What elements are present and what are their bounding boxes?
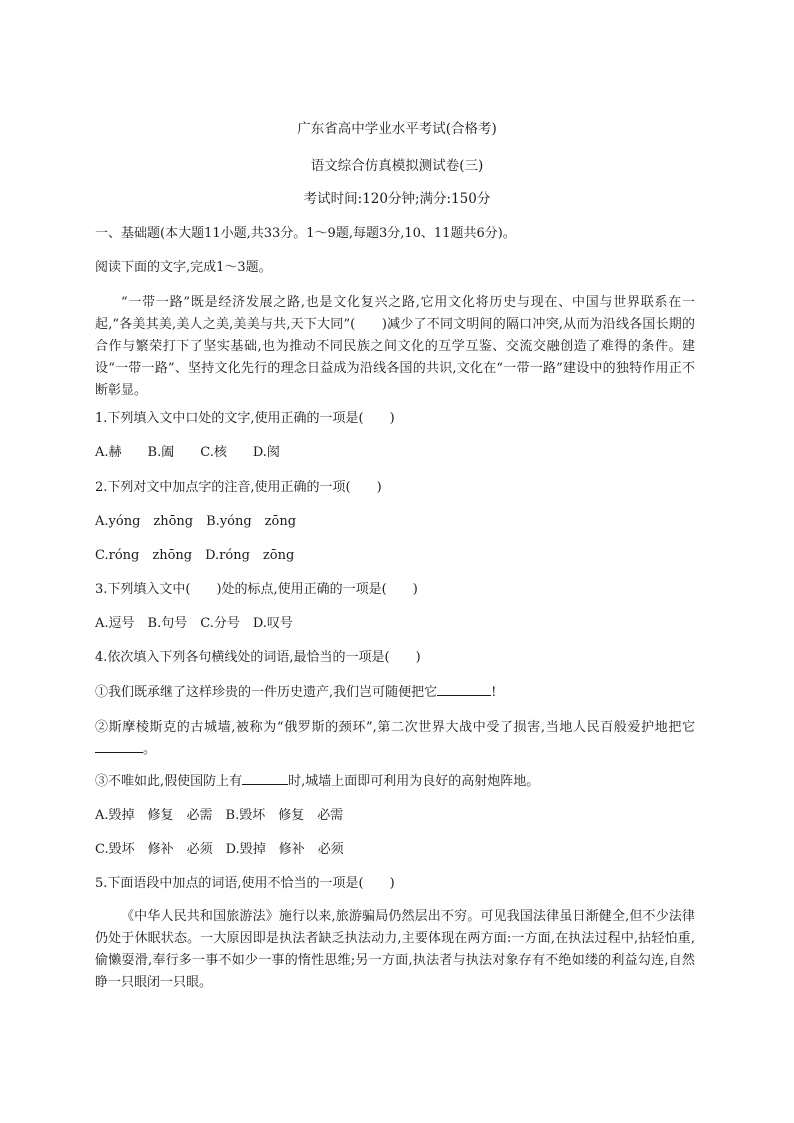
question-4-sentence-1 xyxy=(95,683,695,702)
reading-passage: “一带一路”既是经济发展之路,也是文化复兴之路,它用文化将历史与现在、中国与世界联系在一起,“各美其美,美人之美,美美与共,天下大同”( )减少了不同文明间的隔口冲突,从而为沿线各国长期的合作与繁荣打下了坚实基础,也为推动不同民族之间文化的互学互鉴、交流交融创造了难得的条件。建设“一带一路”、坚持文化先行的理念日益成为沿线各国的共识,文化在“一带一路”建设中的独特作用正不断彰显。 xyxy=(95,295,695,398)
question-2-stem: 2.下列对文中加点字的注音,使用正确的一项( ) xyxy=(95,480,382,495)
section-heading: 一、基础题(本大题11小题,共33分。1～9题,每题3分,10、11题共6分)。 xyxy=(95,226,516,241)
question-5-passage: 《中华人民共和国旅游法》施行以来,旅游骗局仍然层出不穷。可见我国法律虽日渐健全,但不少法律仍处于休眠状态。一大原因即是执法者缺乏执法动力,主要体现在两方面:一方面,在执法过程中,拈轻怕重,偷懒耍滑,奉行多一事不如少一事的惰性思维;另一方面,执法者与执法对象存有不绝如缕的利益勾连,自然睁一只眼闭一只眼。 xyxy=(95,909,695,990)
fill-blank xyxy=(437,683,491,696)
question-1-stem: 1.下列填入文中口处的文字,使用正确的一项是( ) xyxy=(95,411,395,426)
exam-info: 考试时间:120分钟;满分:150分 xyxy=(303,191,491,207)
question-3-stem: 3.下列填入文中( )处的标点,使用正确的一项是( ) xyxy=(95,582,418,597)
question-1-options: A.赫 B.阖 C.核 D.阂 xyxy=(95,445,280,460)
exam-title: 广东省高中学业水平考试(合格考) xyxy=(297,121,497,137)
exam-subtitle: 语文综合仿真模拟测试卷(三) xyxy=(310,158,484,174)
question-3-options: A.逗号 B.句号 C.分号 D.叹号 xyxy=(95,616,293,631)
question-4-sentence-2 xyxy=(95,717,695,761)
question-4-options-row1: A.毁掉 修复 必需 B.毁坏 修复 必需 xyxy=(95,808,344,823)
sentence-1-after: ! xyxy=(491,685,497,700)
question-4-stem: 4.依次填入下列各句横线处的词语,最恰当的一项是( ) xyxy=(95,650,421,665)
sentence-1-before: ①我们既承继了这样珍贵的一件历史遗产,我们岂可随便把它 xyxy=(95,685,438,700)
sentence-2-before: ②斯摩棱斯克的古城墙,被称为“俄罗斯的颈环”,第二次世界大战中受了损害,当地人民百般爱护地把它 xyxy=(95,720,695,735)
reading-instruction: 阅读下面的文字,完成1～3题。 xyxy=(95,260,272,275)
question-5-stem: 5.下面语段中加点的词语,使用不恰当的一项是( ) xyxy=(95,876,395,891)
sentence-3-after: 时,城墙上面即可利用为良好的高射炮阵地。 xyxy=(288,774,540,789)
sentence-2-after: 。 xyxy=(143,742,157,757)
sentence-3-before: ③不唯如此,假使国防上有 xyxy=(95,774,243,789)
question-2-options-row2: C.róng zhōng D.róng zōng xyxy=(95,548,295,563)
fill-blank xyxy=(242,772,288,785)
question-2-options-row1: A.yóng zhōng B.yóng zōng xyxy=(95,514,297,529)
fill-blank xyxy=(95,740,143,753)
question-4-sentence-3 xyxy=(95,772,695,791)
question-4-options-row2: C.毁坏 修补 必须 D.毁掉 修补 必须 xyxy=(95,842,344,857)
